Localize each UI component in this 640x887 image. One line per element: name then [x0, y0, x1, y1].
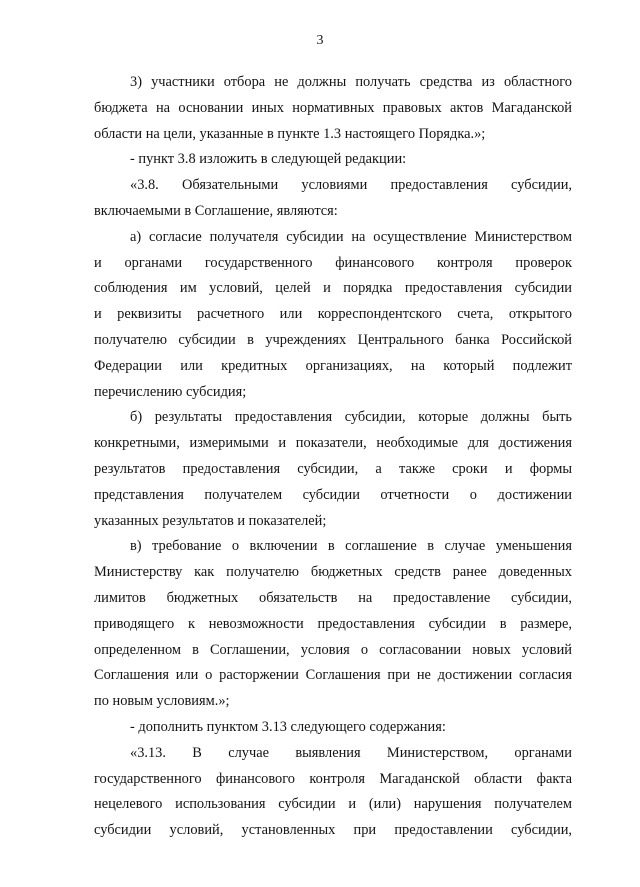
text-line: получателю субсидии в учреждениях Центрального банка Российской [94, 331, 572, 348]
text-line: представления получателем субсидии отчетности о достижении [94, 486, 572, 503]
text-line: нецелевого использования субсидии и (или) нарушения получателем [94, 796, 572, 813]
text-line: субсидии условий, установленных при предоставлении субсидии, [94, 822, 572, 839]
text-line: по новым условиям.»; [94, 693, 230, 710]
text-line: 3) участники отбора не должны получать средства из областного [130, 74, 572, 90]
text-line: Министерству как получателю бюджетных средств ранее доведенных [94, 564, 572, 581]
text-line: «3.13. В случае выявления Министерством, органами [130, 744, 572, 761]
text-line: а) согласие получателя субсидии на осуществление Министерством [130, 228, 572, 245]
text-line: определенном в Соглашении, условия о согласовании новых условий [94, 641, 572, 658]
text-line: соблюдения им условий, целей и порядка предоставления субсидии [94, 280, 572, 297]
page-number: 3 [316, 33, 324, 48]
text-line: в) требование о включении в соглашение в случае уменьшения [130, 538, 572, 555]
text-line: включаемыми в Соглашение, являются: [94, 202, 338, 219]
text-line: указанных результатов и показателей; [94, 512, 327, 529]
text-line: - пункт 3.8 изложить в следующей редакции: [130, 151, 407, 168]
text-line: приводящего к невозможности предоставления субсидии в размере, [94, 615, 572, 632]
text-line: государственного финансового контроля Магаданской области факта [94, 770, 572, 787]
text-line: перечислению субсидия; [94, 383, 247, 400]
text-line: бюджета на основании иных нормативных правовых актов Магаданской [94, 99, 572, 116]
text-line: б) результаты предоставления субсидии, которые должны быть [130, 409, 572, 426]
text-line: и органами государственного финансового контроля проверок [94, 254, 572, 271]
text-line: Федерации или кредитных организациях, на который подлежит [94, 357, 572, 374]
text-line: Соглашения или о расторжении Соглашения при не достижении согласия [94, 667, 572, 684]
text-line: «3.8. Обязательными условиями предоставления субсидии, [130, 177, 572, 194]
text-line: конкретными, измеримыми и показатели, необходимые для достижения [94, 435, 572, 452]
text-line: и реквизиты расчетного или корреспондентского счета, открытого [94, 306, 572, 323]
text-block [94, 70, 572, 844]
text-line: лимитов бюджетных обязательств на предоставление субсидии, [94, 589, 572, 606]
text-line: - дополнить пунктом 3.13 следующего содержания: [130, 718, 446, 735]
text-line: результатов предоставления субсидии, а также сроки и формы [94, 460, 572, 477]
text-line: области на цели, указанные в пункте 1.3 настоящего Порядка.»; [94, 125, 486, 142]
document-body [94, 70, 572, 844]
